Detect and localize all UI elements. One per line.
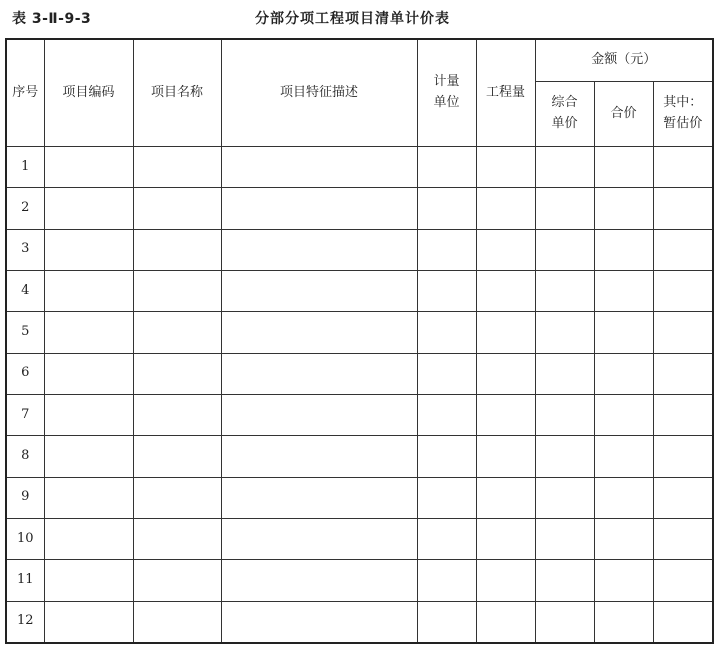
table-cell [417,188,476,229]
table-cell [44,270,133,311]
table-cell [417,601,476,643]
table-cell [44,560,133,601]
table-cell [221,601,417,643]
table-cell [133,270,221,311]
table-cell [653,353,713,394]
table-cell [476,188,535,229]
header-unit-price: 综合 单价 [535,82,594,147]
table-cell [417,270,476,311]
table-cell [653,147,713,188]
table-cell [594,312,653,353]
header-name: 项目名称 [133,39,221,147]
table-cell [653,188,713,229]
table-cell [476,477,535,518]
table-cell [594,147,653,188]
table-row [6,436,713,477]
table-cell [535,229,594,270]
header-seq: 序号 [6,39,44,147]
table-cell [221,436,417,477]
table-cell [133,394,221,435]
table-row [6,394,713,435]
table-cell [133,560,221,601]
table-cell [133,601,221,643]
table-cell [44,436,133,477]
table-cell [133,353,221,394]
table-cell [653,601,713,643]
table-cell [221,518,417,559]
table-cell [594,229,653,270]
row-number: 12 [6,601,44,643]
table-cell [594,477,653,518]
row-number: 4 [6,270,44,311]
header-quantity: 工程量 [476,39,535,147]
table-cell [476,560,535,601]
table-cell [476,147,535,188]
row-number: 1 [6,147,44,188]
row-number: 7 [6,394,44,435]
table-cell [417,353,476,394]
table-cell [133,147,221,188]
table-cell [653,270,713,311]
table-cell [535,353,594,394]
pricing-table [5,38,714,644]
table-row [6,601,713,643]
table-cell [476,229,535,270]
table-cell [476,353,535,394]
table-cell [221,560,417,601]
row-number: 11 [6,560,44,601]
table-cell [44,312,133,353]
table-row [6,270,713,311]
table-cell [221,147,417,188]
table-title: 分部分项工程项目清单计价表 [255,11,450,27]
table-row [6,312,713,353]
table-cell [535,518,594,559]
header-amount-group: 金额（元） [535,39,713,82]
row-number: 6 [6,353,44,394]
table-cell [535,436,594,477]
header-description: 项目特征描述 [221,39,417,147]
table-cell [133,312,221,353]
table-row [6,560,713,601]
table-cell [417,518,476,559]
table-cell [653,518,713,559]
table-cell [417,477,476,518]
table-cell [535,188,594,229]
table-row [6,147,713,188]
table-cell [653,560,713,601]
header-code: 项目编码 [44,39,133,147]
table-cell [594,353,653,394]
table-cell [476,270,535,311]
table-cell [594,601,653,643]
table-cell [133,518,221,559]
row-number: 10 [6,518,44,559]
table-row [6,477,713,518]
table-cell [535,477,594,518]
table-cell [221,188,417,229]
table-row [6,518,713,559]
table-cell [476,436,535,477]
table-cell [44,188,133,229]
table-cell [44,518,133,559]
table-row [6,229,713,270]
table-row [6,353,713,394]
table-cell [44,147,133,188]
table-cell [221,270,417,311]
row-number: 5 [6,312,44,353]
table-cell [653,312,713,353]
table-cell [653,229,713,270]
table-cell [417,560,476,601]
table-cell [221,394,417,435]
table-cell [535,394,594,435]
table-cell [417,436,476,477]
table-cell [594,518,653,559]
table-row [6,188,713,229]
table-cell [133,477,221,518]
table-cell [653,436,713,477]
table-cell [221,477,417,518]
table-cell [476,312,535,353]
table-cell [535,560,594,601]
table-cell [133,229,221,270]
table-cell [221,312,417,353]
table-cell [44,229,133,270]
table-cell [594,188,653,229]
table-cell [594,436,653,477]
table-cell [221,229,417,270]
table-cell [133,436,221,477]
header-unit: 计量 单位 [417,39,476,147]
row-number: 3 [6,229,44,270]
table-cell [417,147,476,188]
table-cell [535,601,594,643]
table-cell [417,229,476,270]
header-provisional: 其中： 暂估价 [653,82,713,147]
table-cell [221,353,417,394]
table-cell [535,270,594,311]
table-cell [535,147,594,188]
table-cell [476,394,535,435]
row-number: 8 [6,436,44,477]
table-number: 表 3-Ⅱ-9-3 [12,11,92,27]
table-cell [417,394,476,435]
table-cell [594,560,653,601]
table-cell [535,312,594,353]
table-cell [594,270,653,311]
table-cell [653,394,713,435]
table-cell [476,601,535,643]
table-cell [44,477,133,518]
table-cell [44,394,133,435]
table-cell [476,518,535,559]
table-cell [417,312,476,353]
row-number: 2 [6,188,44,229]
table-cell [44,601,133,643]
row-number: 9 [6,477,44,518]
table-cell [133,188,221,229]
table-cell [44,353,133,394]
header-total: 合价 [594,82,653,147]
table-cell [594,394,653,435]
table-cell [653,477,713,518]
